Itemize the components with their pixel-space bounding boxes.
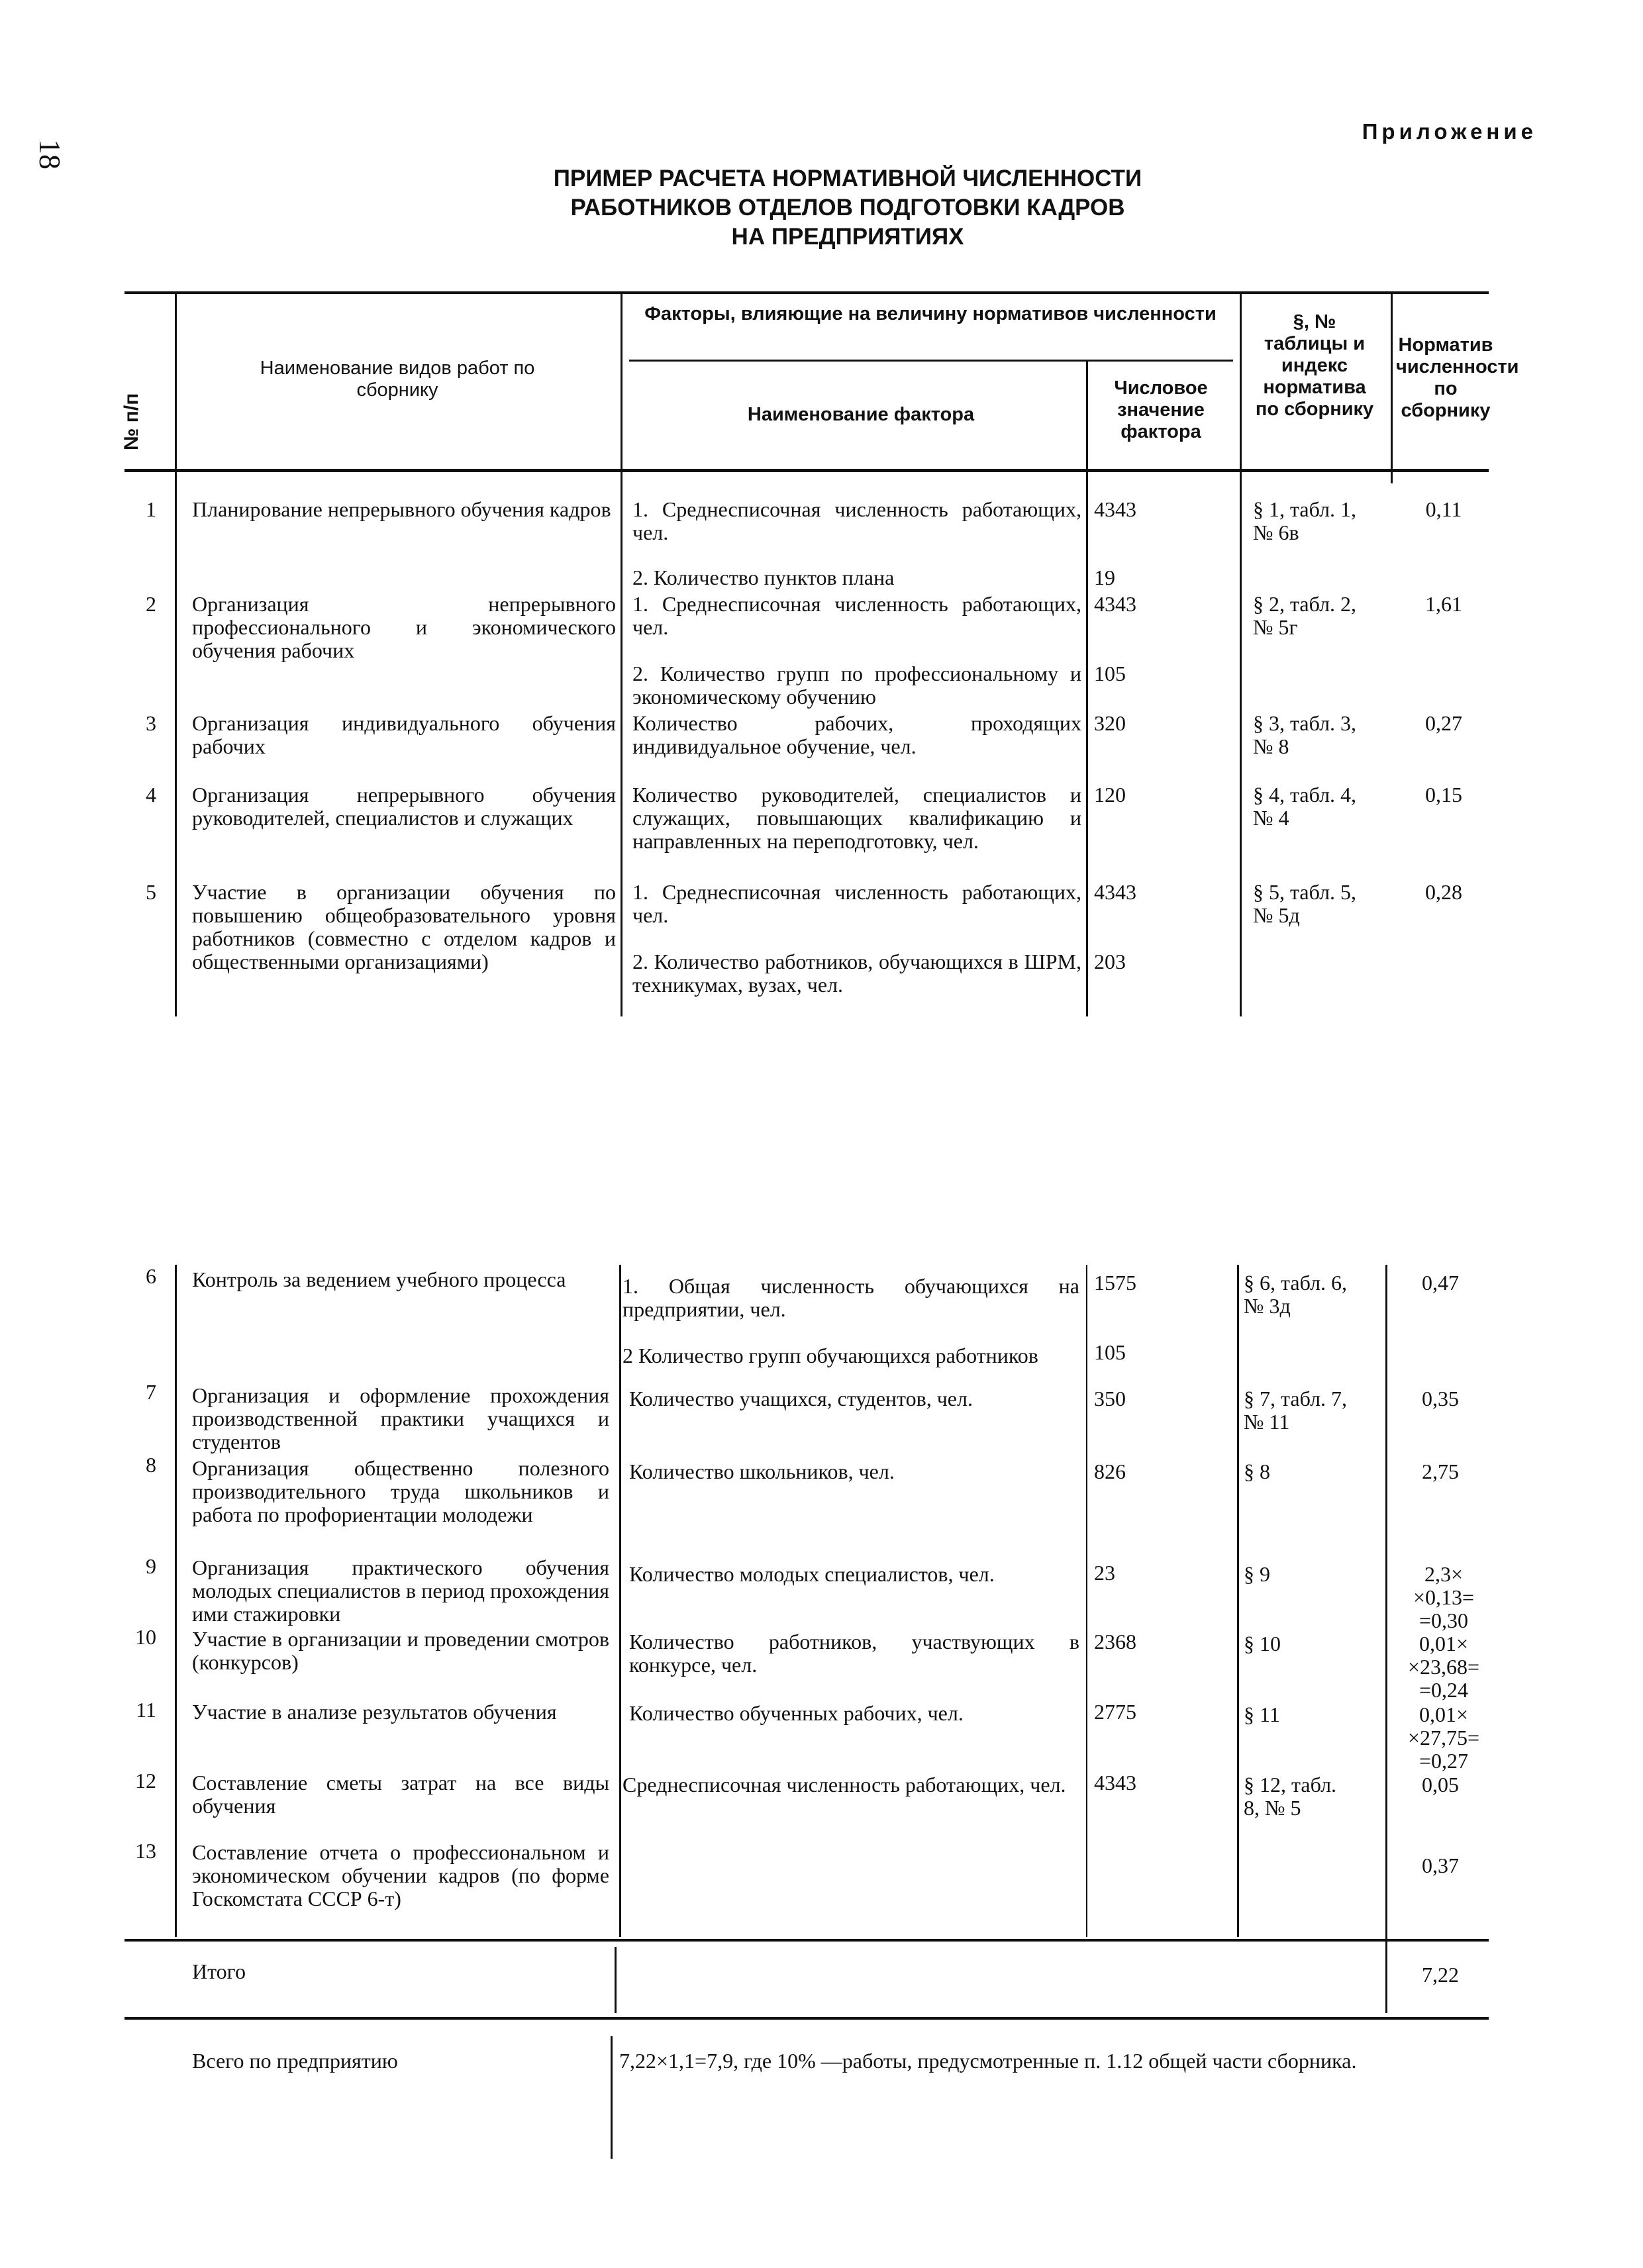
norm-value: 0,28 [1425, 880, 1462, 904]
norm-value: 0,11 [1425, 497, 1462, 521]
norm-value: 2,75 [1422, 1459, 1459, 1483]
work-name: Участие в организации и проведении смотров (конкурсов) [192, 1627, 609, 1674]
work-name: Организация непрерывного профессионального и экономического обучения рабочих [192, 592, 616, 662]
col-divider [175, 291, 177, 1016]
col-divider [1385, 1265, 1387, 2013]
norm-value: 0,35 [1422, 1387, 1459, 1410]
enterprise-label: Всего по предприятию [192, 2049, 398, 2073]
work-name: Участие в анализе результатов обучения [192, 1700, 557, 1724]
table-top-rule [124, 291, 1489, 294]
col-divider [1086, 361, 1088, 1016]
header-index: §, № таблицы и индекс норматива по сборнику [1255, 311, 1374, 420]
work-name: Организация практического обучения молодых специалистов в период прохождения ими стажировки [192, 1555, 609, 1626]
norm-index: § 7, табл. 7, № 11 [1244, 1387, 1348, 1434]
factor-name: 1. Среднесписочная численность работающих, чел. [632, 592, 1081, 639]
row-number: 9 [146, 1554, 156, 1578]
col-divider [1237, 1265, 1239, 1937]
header-factor-value: Числовое значение фактора [1114, 377, 1208, 442]
col-divider [611, 2036, 613, 2159]
norm-index: § 3, табл. 3, № 8 [1253, 711, 1357, 758]
header-bottom-rule [124, 469, 1489, 472]
factor-name: Количество школьников, чел. [629, 1459, 895, 1483]
factors-header-rule [629, 360, 1233, 362]
norm-value: 0,05 [1422, 1773, 1459, 1797]
factor-value: 350 [1094, 1387, 1126, 1410]
row-number: 13 [135, 1839, 156, 1863]
row-number: 1 [146, 497, 156, 521]
factor-name: 2. Количество работников, обучающихся в ШРМ, техникумах, вузах, чел. [632, 950, 1081, 997]
factor-name: Количество учащихся, студентов, чел. [629, 1387, 973, 1410]
work-name: Контроль за ведением учебного процесса [192, 1267, 566, 1291]
col-divider [1391, 291, 1393, 483]
norm-index: § 5, табл. 5, № 5д [1253, 880, 1357, 927]
factor-name: 2. Количество пунктов плана [632, 566, 895, 589]
row-number: 2 [146, 592, 156, 616]
factor-value: 826 [1094, 1459, 1126, 1483]
work-name: Составление отчета о профессиональном и экономическом обучении кадров (по форме Госкомстата СССР 6-т) [192, 1840, 609, 1910]
total-label: Итого [192, 1959, 246, 1983]
factor-value: 4343 [1094, 592, 1136, 616]
norm-index: § 11 [1244, 1702, 1280, 1726]
norm-value: 0,37 [1422, 1853, 1459, 1877]
norm-value: 0,47 [1422, 1271, 1459, 1295]
col-divider [619, 1265, 621, 1937]
title-line: ПРИМЕР РАСЧЕТА НОРМАТИВНОЙ ЧИСЛЕННОСТИ [553, 166, 1142, 191]
page-title [371, 164, 1324, 252]
factor-value: 23 [1094, 1561, 1115, 1585]
row-number: 3 [146, 711, 156, 735]
factor-name: Среднесписочная численность работающих, чел. [622, 1773, 1066, 1797]
norm-index: § 10 [1244, 1632, 1281, 1655]
total-value: 7,22 [1422, 1963, 1459, 1987]
factor-value: 4343 [1094, 1771, 1136, 1795]
factor-name: Количество обученных рабочих, чел. [629, 1701, 964, 1725]
enterprise-text: 7,22×1,1=7,9, где 10% —работы, предусмотренные п. 1.12 общей части сборника. [619, 2049, 1357, 2073]
factor-value: 1575 [1094, 1271, 1136, 1295]
norm-index: § 8 [1244, 1459, 1270, 1483]
row-number: 11 [136, 1698, 156, 1722]
header-num: № п/п [121, 393, 142, 450]
work-name: Составление сметы затрат на все виды обучения [192, 1771, 609, 1818]
norm-value: 1,61 [1425, 592, 1462, 616]
row-number: 4 [146, 783, 156, 807]
work-name: Планирование непрерывного обучения кадров [192, 497, 611, 521]
col-divider [1240, 291, 1242, 1016]
total-bottom-rule [124, 2017, 1489, 2020]
col-divider [175, 1265, 177, 1937]
norm-value: 0,27 [1425, 711, 1462, 735]
appendix-label: Приложение [1362, 119, 1537, 144]
row-number: 5 [146, 880, 156, 904]
col-divider [621, 291, 622, 1016]
row-number: 10 [135, 1625, 156, 1649]
norm-index: § 9 [1244, 1562, 1270, 1586]
factor-name: 2 Количество групп обучающихся работников [622, 1344, 1038, 1367]
header-factor-name: Наименование фактора [747, 404, 975, 425]
factor-value: 2775 [1094, 1700, 1136, 1724]
total-top-rule [124, 1939, 1489, 1942]
factor-name: 1. Общая численность обучающихся на предприятии, чел. [622, 1274, 1079, 1321]
work-name: Организация и оформление прохождения производственной практики учащихся и студентов [192, 1383, 609, 1454]
factor-value: 203 [1094, 950, 1126, 973]
factor-value: 19 [1094, 566, 1115, 589]
work-name: Организация общественно полезного производительного труда школьников и работа по профориентации молодежи [192, 1456, 609, 1526]
factor-value: 120 [1094, 783, 1126, 807]
work-name: Участие в организации обучения по повышению общеобразовательного уровня работников (совместно с отделом кадров и общественными организациями) [192, 880, 616, 973]
norm-index: § 12, табл. 8, № 5 [1244, 1773, 1337, 1820]
factor-value: 2368 [1094, 1630, 1136, 1653]
row-number: 6 [146, 1264, 156, 1288]
norm-value: 0,01× ×23,68= =0,24 [1407, 1632, 1480, 1702]
col-divider [1086, 1265, 1087, 1937]
header-factors: Факторы, влияющие на величину нормативов численности [644, 303, 1217, 324]
work-name: Организация непрерывного обучения руководителей, специалистов и служащих [192, 783, 616, 830]
row-number: 8 [146, 1453, 156, 1477]
header-work: Наименование видов работ по сборнику [260, 358, 535, 401]
norm-index: § 1, табл. 1, № 6в [1253, 497, 1357, 544]
factor-name: 1. Среднесписочная численность работающих, чел. [632, 880, 1081, 927]
norm-index: § 4, табл. 4, № 4 [1253, 783, 1357, 830]
row-number: 7 [146, 1380, 156, 1404]
header-norm: Норматив численности по сборнику [1396, 334, 1519, 421]
title-line: НА ПРЕДПРИЯТИЯХ [731, 224, 964, 250]
norm-index: § 6, табл. 6, № 3д [1244, 1271, 1348, 1318]
norm-value: 0,15 [1425, 783, 1462, 807]
col-divider [615, 1947, 617, 2013]
row-number: 12 [135, 1769, 156, 1793]
title-line: РАБОТНИКОВ ОТДЕЛОВ ПОДГОТОВКИ КАДРОВ [570, 195, 1125, 221]
factor-name: 1. Среднесписочная численность работающих, чел. [632, 497, 1081, 544]
factor-name: Количество руководителей, специалистов и служащих, повышающих квалификацию и направленных на переподготовку, чел. [632, 783, 1081, 853]
factor-value: 320 [1094, 711, 1126, 735]
norm-value: 0,01× ×27,75= =0,27 [1407, 1702, 1480, 1773]
work-name: Организация индивидуального обучения рабочих [192, 711, 616, 758]
factor-value: 4343 [1094, 497, 1136, 521]
factor-value: 105 [1094, 1340, 1126, 1364]
page-number: 18 [33, 139, 67, 170]
factor-value: 4343 [1094, 880, 1136, 904]
norm-value: 2,3× ×0,13= =0,30 [1413, 1562, 1475, 1632]
factor-name: 2. Количество групп по профессиональному и экономическому обучению [632, 662, 1081, 709]
factor-name: Количество работников, участвующих в конкурсе, чел. [629, 1630, 1079, 1677]
factor-name: Количество молодых специалистов, чел. [629, 1562, 995, 1586]
factor-value: 105 [1094, 662, 1126, 685]
norm-index: § 2, табл. 2, № 5г [1253, 592, 1357, 639]
factor-name: Количество рабочих, проходящих индивидуальное обучение, чел. [632, 711, 1081, 758]
